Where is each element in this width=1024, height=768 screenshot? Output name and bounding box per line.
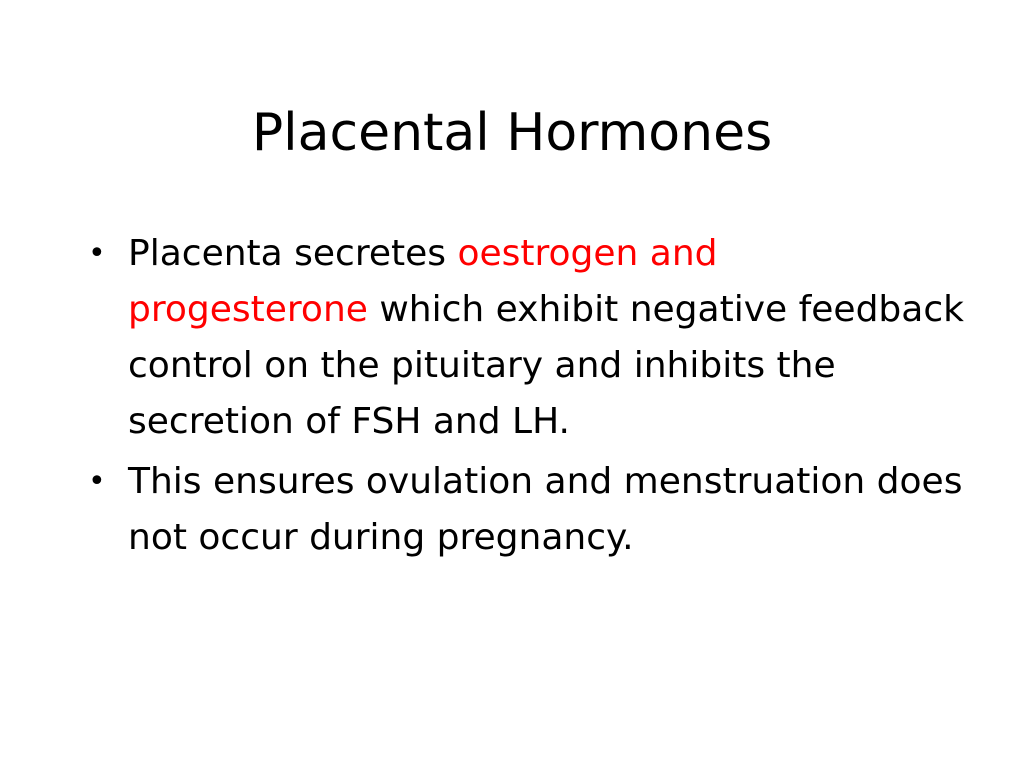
bullet-text: This ensures ovulation and menstruation does not occur during pregnancy. [128,461,963,558]
bullet-icon: • [88,464,106,499]
bullet-text-after: which exhibit negative feedback control on the pituitary and inhibits the secretion of FSH and LH. [128,289,964,442]
bullet-list [88,226,968,570]
bullet-item-hormones [88,226,968,450]
slide-title: Placental Hormones [251,103,773,163]
bullet-item-ovulation [88,454,968,566]
bullet-icon: • [88,236,106,271]
bullet-highlight: oestrogen and progesterone [128,233,718,330]
bullet-text-before: Placenta secretes [128,233,458,274]
